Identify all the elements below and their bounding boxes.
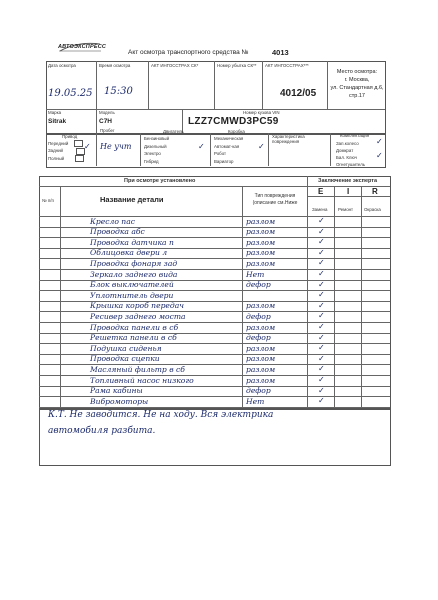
drive-opt-rear: Задний: [48, 148, 63, 154]
section-title: При осмотре установлено: [124, 178, 196, 184]
expert-label: АКТ ИНГОССТРАХ СК*: [151, 63, 199, 68]
loss-label: Номер убытка СК**: [217, 63, 257, 68]
replace-check: ✓: [318, 322, 325, 331]
kit-check-2: ✓: [376, 151, 383, 160]
part-name: Проводка сцепки: [90, 354, 160, 364]
part-name: Вибромоторы: [90, 396, 149, 406]
vin-label: Номер кузова VIN: [243, 110, 280, 115]
kit-options: [336, 140, 365, 168]
replace-check: ✓: [318, 385, 325, 395]
replace-check: ✓: [318, 258, 325, 268]
replace-check: ✓: [318, 364, 325, 374]
col-i-header: I: [347, 187, 350, 196]
replace-check: ✓: [318, 237, 325, 247]
replace-check: ✓: [318, 311, 325, 321]
ingos-label: АКТ ИНГОССТРАХ***: [265, 63, 309, 68]
drive-opt-front: Передний: [48, 141, 69, 146]
replace-check: ✓: [318, 353, 325, 363]
kit-opt-spare: Зап.колесо: [336, 141, 359, 146]
col-type-header: Тип повреждения (описание см.Ниже: [252, 193, 298, 206]
kit-opt-jack: Домкрат: [336, 148, 354, 153]
kit-label: Комплектация: [340, 133, 370, 138]
part-name: Топливный насос низкого: [90, 375, 194, 385]
part-name: Уплотнитель двери: [90, 290, 174, 300]
engine-opt-hybrid: Гибрид: [144, 158, 159, 164]
gear-opt-manual: Механическая: [214, 136, 244, 141]
damage-type: Нет: [246, 396, 265, 406]
place-line-1: г. Москва,: [344, 77, 370, 83]
part-name: Облицовка двери л: [90, 248, 168, 258]
damage-type: разлом: [246, 322, 276, 332]
damage-type: дефор: [246, 333, 271, 343]
engine-label: Двигатель: [163, 129, 184, 134]
col-name-header: Название детали: [100, 195, 164, 204]
damage-type: Нет: [246, 269, 265, 279]
damage-type: дефор: [246, 280, 271, 290]
drive-options: [48, 140, 85, 162]
damage-type: разлом: [246, 258, 276, 268]
replace-check: ✓: [318, 375, 325, 384]
part-name: Решетка панели в сб: [90, 333, 177, 343]
damage-type: разлом: [246, 343, 276, 353]
mileage-label: Пробег: [100, 128, 115, 133]
gear-check: ✓: [258, 142, 265, 151]
gear-label: Коробка: [228, 129, 245, 134]
part-name: Масляный фильтр в сб: [90, 364, 185, 374]
part-name: Рама кабины: [90, 386, 143, 396]
damage-type: разлом: [246, 227, 276, 237]
place-block: [329, 68, 385, 100]
act-number: 4013: [272, 48, 289, 57]
replace-check: ✓: [318, 300, 325, 310]
replace-check: ✓: [318, 226, 325, 236]
engine-opt-electric: Электро: [144, 151, 161, 156]
damage-type: разлом: [246, 301, 276, 311]
kit-opt-extinguisher: Огнетушитель: [336, 162, 366, 167]
col-i-sub: Ремонт: [338, 207, 354, 212]
part-name: Кресло пас: [90, 216, 135, 226]
damage-type: дефор: [246, 386, 271, 396]
place-line-3: стр.17: [349, 93, 365, 99]
company-logo: [58, 39, 107, 53]
part-name: Проводка абс: [90, 227, 145, 237]
engine-check: ✓: [198, 142, 205, 151]
model-value: C7H: [99, 118, 113, 125]
part-name: Проводка фонаря зад: [90, 258, 178, 268]
drive-opt-full: Полный: [48, 155, 65, 161]
time-value: 15:30: [104, 86, 133, 97]
replace-check: ✓: [318, 216, 325, 225]
kit-opt-wrench: Бал. Ключ: [336, 155, 357, 160]
replace-check: ✓: [318, 269, 325, 278]
conclusion-line-2: автомобиля разбита.: [48, 426, 156, 436]
gear-opt-cvt: Вариатор: [214, 158, 234, 164]
make-value: Sitrak: [48, 118, 67, 125]
gear-opt-robot: Робот: [214, 151, 227, 156]
part-name: Крышка короб передач: [90, 301, 184, 311]
engine-opt-petrol: Бензиновый: [144, 136, 170, 141]
part-name: Зеркало заднего вида: [90, 269, 178, 279]
damage-type: разлом: [246, 237, 276, 247]
act-title: Акт осмотра транспортного средства №: [128, 49, 249, 56]
col-r-header: R: [372, 187, 378, 196]
mileage-value: Не учт: [100, 142, 132, 151]
damage-type: разлом: [246, 216, 276, 226]
damage-type: разлом: [246, 248, 276, 258]
place-line-2: ул. Стандартная д.6,: [330, 85, 384, 91]
replace-check: ✓: [318, 396, 325, 406]
damage-type: разлом: [246, 364, 276, 374]
date-label: Дата осмотра: [48, 63, 76, 68]
part-name: Проводка датчика п: [90, 237, 174, 247]
part-name: Ресивер заднего моста: [90, 311, 186, 321]
damage-label: Характеристика повреждения: [272, 134, 305, 144]
replace-check: ✓: [318, 279, 325, 289]
replace-check: ✓: [318, 343, 325, 353]
logo-text: АВТОЭКСПРЕСС: [58, 44, 107, 50]
make-label: Марка: [48, 110, 62, 115]
col-r-sub: Окраска: [364, 207, 381, 212]
engine-opt-diesel: Дизельный: [144, 143, 167, 149]
drive-check: ✓: [84, 142, 91, 151]
conclusion-title: Заключение эксперта: [318, 178, 378, 184]
gear-opt-auto: Автомат-кая: [214, 143, 240, 149]
damage-type: разлом: [246, 354, 276, 364]
replace-check: ✓: [318, 247, 325, 257]
place-title: Место осмотра:: [336, 69, 378, 75]
conclusion-line-1: К.Т. Не заводится. Не на ходу. Вся электрика: [48, 410, 274, 420]
part-name: Блок выключателей: [90, 280, 174, 290]
replace-check: ✓: [318, 290, 325, 300]
date-value: 19.05.25: [48, 88, 93, 99]
vin-value: LZZ7CMWD3PC59: [188, 116, 279, 127]
col-e-sub: Замена: [312, 207, 328, 212]
col-no-header: № п/п: [42, 198, 54, 203]
time-label: Время осмотра: [99, 63, 131, 68]
engine-options: [144, 135, 169, 165]
drive-label: Привод: [62, 134, 78, 139]
model-label: Модель: [99, 110, 115, 115]
col-e-header: E: [318, 187, 324, 196]
claim-number: 4012/05: [280, 88, 317, 99]
gear-options: [214, 135, 243, 165]
part-name: Подушка сиденья: [90, 343, 162, 353]
damage-type: разлом: [246, 375, 276, 385]
damage-type: дефор: [246, 311, 271, 321]
replace-check: ✓: [318, 332, 325, 342]
kit-check-1: ✓: [376, 137, 383, 146]
part-name: Проводка панели в сб: [90, 322, 179, 332]
